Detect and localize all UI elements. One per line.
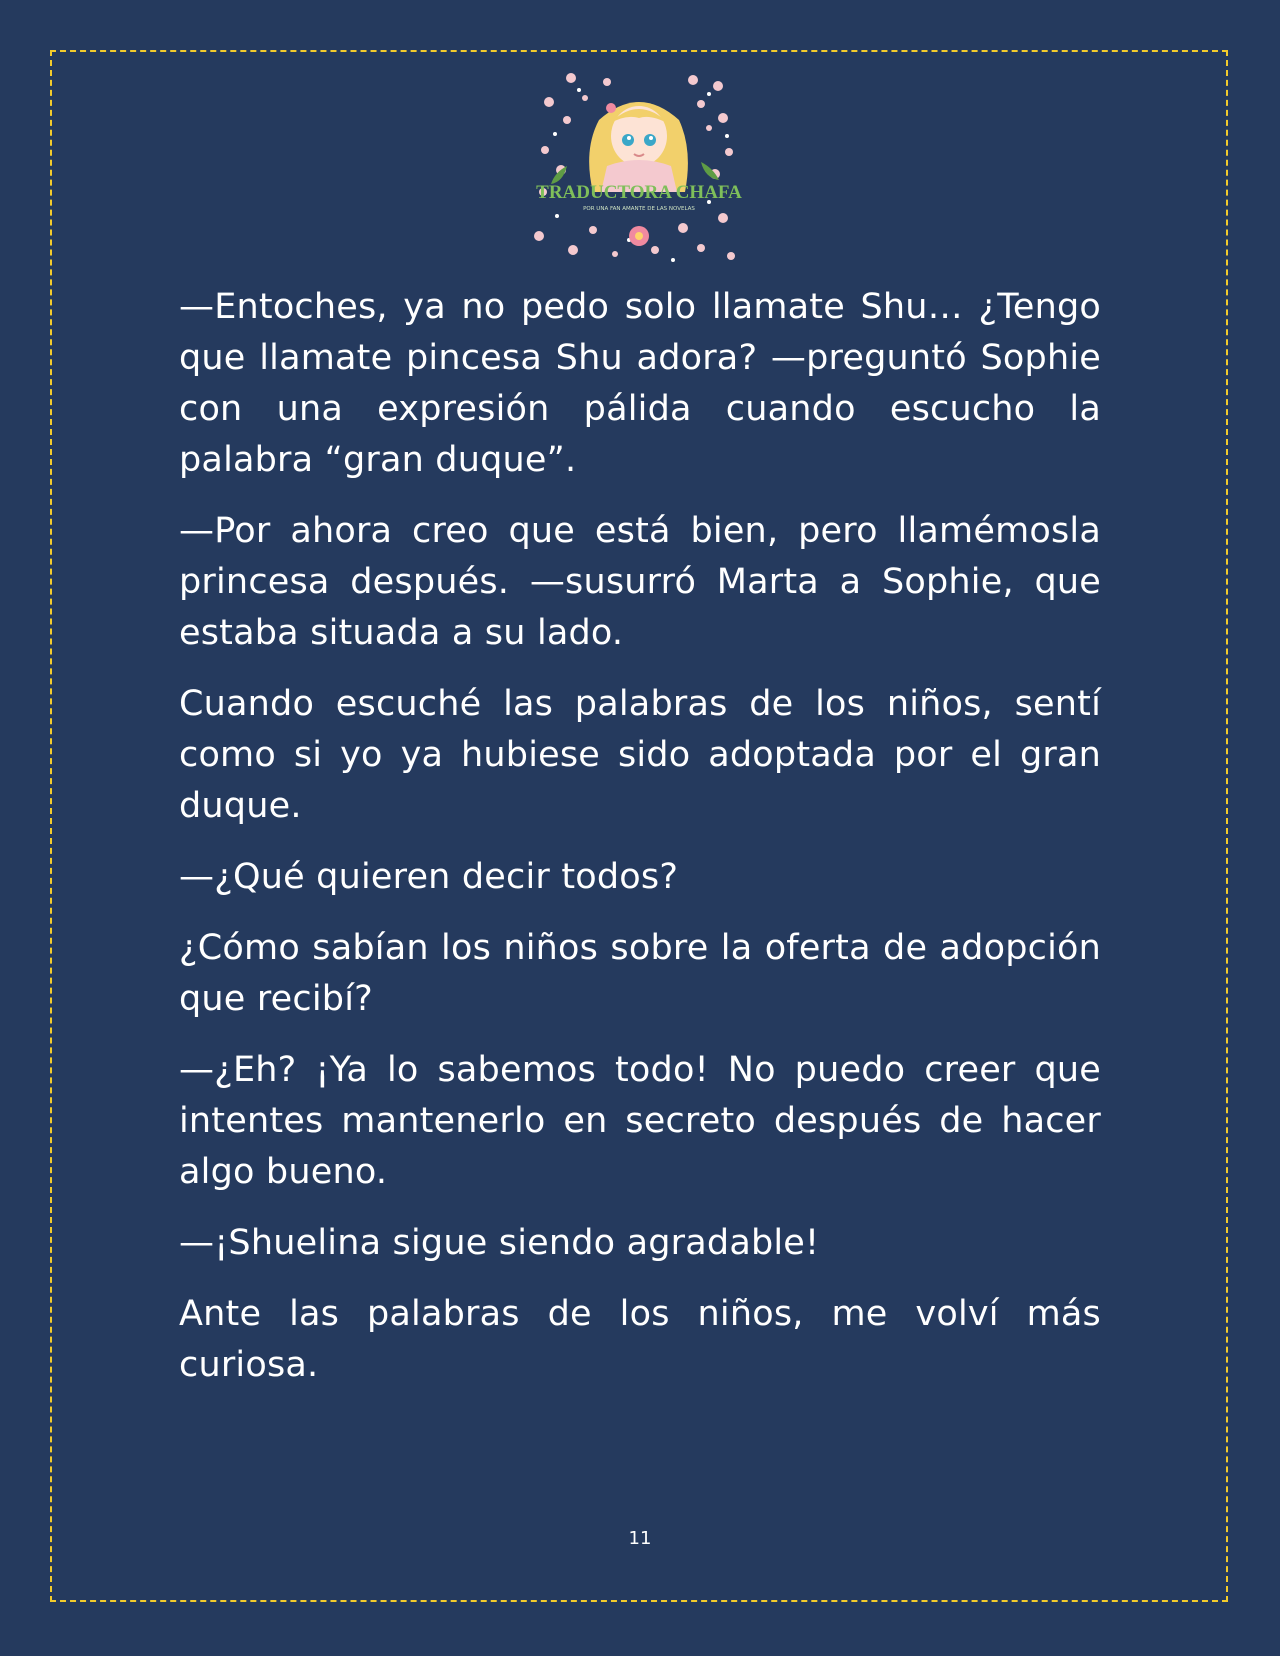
paragraph: —¡Shuelina sigue siendo agradable! [179,1223,820,1263]
paragraph: —¿Eh? ¡Ya lo sabemos todo! No puedo creer que intentes mantenerlo en secreto después de hacer algo bueno. [179,1050,1101,1192]
logo-title: TRADUCTORA CHAFA [536,182,742,203]
paragraph: —Entoches, ya no pedo solo llamate Shu… ¿Tengo que llamate pincesa Shu adora? —preguntó Sophie con una expresión pálida cuando escucho la palabra “gran duque”. [179,287,1101,480]
page-number: 11 [628,1528,652,1549]
paragraph: Ante las palabras de los niños, me volví más curiosa. [179,1294,1101,1385]
logo-illustration [533,70,745,266]
paragraph: Cuando escuché las palabras de los niños, sentí como si yo ya hubiese sido adoptada por el gran duque. [179,684,1101,826]
paragraph: —Por ahora creo que está bien, pero llamémosla princesa después. —susurró Marta a Sophie, que estaba situada a su lado. [179,511,1101,653]
translator-logo [533,70,745,266]
page-content [179,282,1101,1411]
paragraph: —¿Qué quieren decir todos? [179,857,679,897]
paragraph: ¿Cómo sabían los niños sobre la oferta de adopción que recibí? [179,928,1101,1019]
logo-subtitle: POR UNA FAN AMANTE DE LAS NOVELAS [583,206,695,212]
